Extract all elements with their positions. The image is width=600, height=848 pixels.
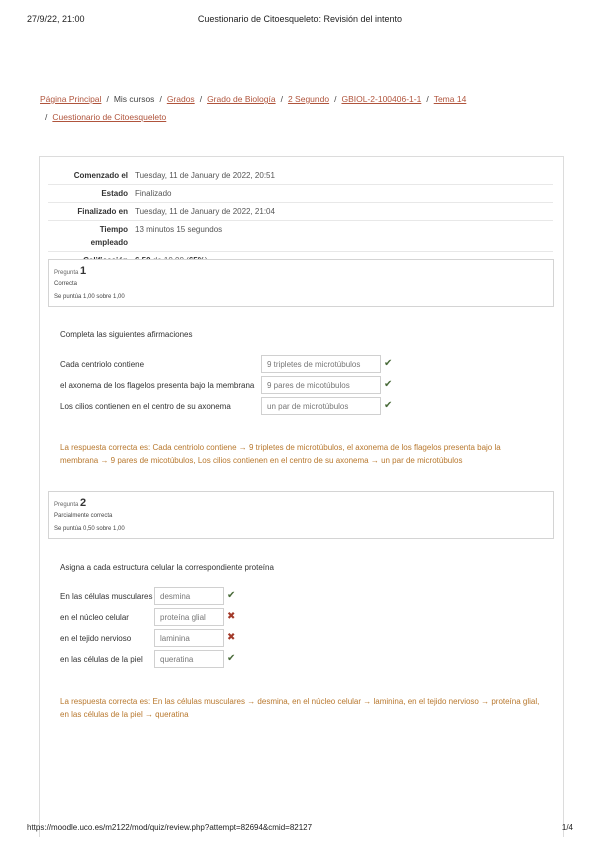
print-title: Cuestionario de Citoesqueleto: Revisión del intento [197, 14, 403, 24]
question-number [54, 497, 86, 509]
correct-check-icon: ✔ [384, 400, 393, 411]
breadcrumb-home[interactable]: Página Principal [40, 94, 102, 104]
match-answer-select[interactable]: queratina [154, 650, 224, 668]
correct-check-icon: ✔ [227, 590, 236, 601]
question-state: Parcialmente correcta [54, 513, 113, 519]
match-stem: Los cilios contienen en el centro de su axonema [60, 402, 231, 411]
summary-row-finished [48, 202, 553, 220]
match-row [60, 355, 400, 375]
question-2-text: Asigna a cada estructura celular la correspondiente proteína [60, 563, 274, 572]
incorrect-cross-icon: ✖ [227, 632, 236, 643]
match-row [60, 608, 260, 628]
breadcrumb-separator: / [45, 112, 48, 122]
breadcrumb-separator: / [426, 94, 429, 104]
breadcrumb-separator: / [334, 94, 337, 104]
question-1-text: Completa las siguientes afirmaciones [60, 330, 193, 339]
question-state: Correcta [54, 281, 78, 287]
question-number-value: 2 [80, 497, 87, 509]
question-label: Pregunta [54, 270, 79, 276]
match-row [60, 629, 260, 649]
summary-key: Comenzado el [73, 171, 128, 180]
match-row [60, 397, 400, 417]
print-page-number: 1/4 [561, 823, 573, 832]
breadcrumb-separator: / [280, 94, 283, 104]
summary-key: Tiempo empleado [90, 225, 128, 247]
correct-check-icon: ✔ [384, 379, 393, 390]
match-stem: en el tejido nervioso [60, 634, 132, 643]
summary-row-time [48, 220, 553, 251]
breadcrumb-grado-biologia[interactable]: Grado de Biología [207, 94, 276, 104]
attempt-summary [48, 167, 553, 269]
correct-check-icon: ✔ [384, 358, 393, 369]
summary-row-state [48, 184, 553, 202]
summary-key: Finalizado en [77, 207, 128, 216]
match-stem: Cada centriolo contiene [60, 360, 145, 369]
question-number-value: 1 [80, 265, 87, 277]
breadcrumb-separator: / [159, 94, 162, 104]
breadcrumb-quiz[interactable]: Cuestionario de Citoesqueleto [52, 112, 167, 122]
match-stem: En las células musculares [60, 592, 153, 601]
match-stem: el axonema de los flagelos presenta bajo la membrana [60, 381, 255, 390]
breadcrumb-my-courses: Mis cursos [113, 94, 155, 104]
print-date: 27/9/22, 21:00 [27, 14, 85, 24]
question-1-feedback: La respuesta correcta es: Cada centriolo contiene → 9 tripletes de microtúbulos, el axonema de los flagelos presenta bajo la membrana → 9 pares de micotúbulos, Los cilios contienen en el centro de su axonema → un par de microtúbulos [60, 443, 501, 465]
breadcrumb-segundo[interactable]: 2 Segundo [287, 94, 330, 104]
summary-value: Finalizado [135, 189, 172, 198]
question-grade: Se puntúa 1,00 sobre 1,00 [54, 294, 125, 300]
breadcrumb-topic[interactable]: Tema 14 [433, 94, 467, 104]
question-grade: Se puntúa 0,50 sobre 1,00 [54, 526, 125, 532]
match-answer-select[interactable]: un par de microtúbulos [261, 397, 381, 415]
match-answer-select[interactable]: desmina [154, 587, 224, 605]
breadcrumb-course[interactable]: GBIOL-2-100406-1-1 [341, 94, 422, 104]
question-2-info [48, 491, 554, 539]
match-answer-select[interactable]: 9 pares de micotúbulos [261, 376, 381, 394]
question-1-info [48, 259, 554, 307]
match-row [60, 376, 400, 396]
breadcrumb-separator: / [199, 94, 203, 104]
question-number [54, 265, 86, 277]
print-url: https://moodle.uco.es/m2122/mod/quiz/review.php?attempt=82694&cmid=82127 [27, 823, 313, 832]
correct-check-icon: ✔ [227, 653, 236, 664]
match-stem: en las células de la piel [60, 655, 143, 664]
summary-key: Estado [101, 189, 128, 198]
match-answer-select[interactable]: laminina [154, 629, 224, 647]
match-stem: en el núcleo celular [60, 613, 129, 622]
print-header [27, 14, 573, 26]
question-label: Pregunta [54, 502, 79, 508]
match-row [60, 650, 260, 670]
question-2-feedback: La respuesta correcta es: En las células musculares → desmina, en el núcleo celular → laminina, en el tejido nervioso → proteína glial, en las células de la piel → queratina [60, 697, 540, 719]
summary-value: Tuesday, 11 de January de 2022, 21:04 [135, 207, 275, 216]
incorrect-cross-icon: ✖ [227, 611, 236, 622]
breadcrumb-separator: / [106, 94, 109, 104]
print-footer [27, 823, 573, 835]
breadcrumb [40, 90, 560, 126]
match-answer-select[interactable]: proteína glial [154, 608, 224, 626]
summary-value: Tuesday, 11 de January de 2022, 20:51 [135, 171, 275, 180]
match-answer-select[interactable]: 9 tripletes de microtúbulos [261, 355, 381, 373]
breadcrumb-grados[interactable]: Grados [166, 94, 195, 104]
summary-row-started [48, 167, 553, 184]
match-row [60, 587, 260, 607]
summary-value: 13 minutos 15 segundos [135, 225, 223, 234]
